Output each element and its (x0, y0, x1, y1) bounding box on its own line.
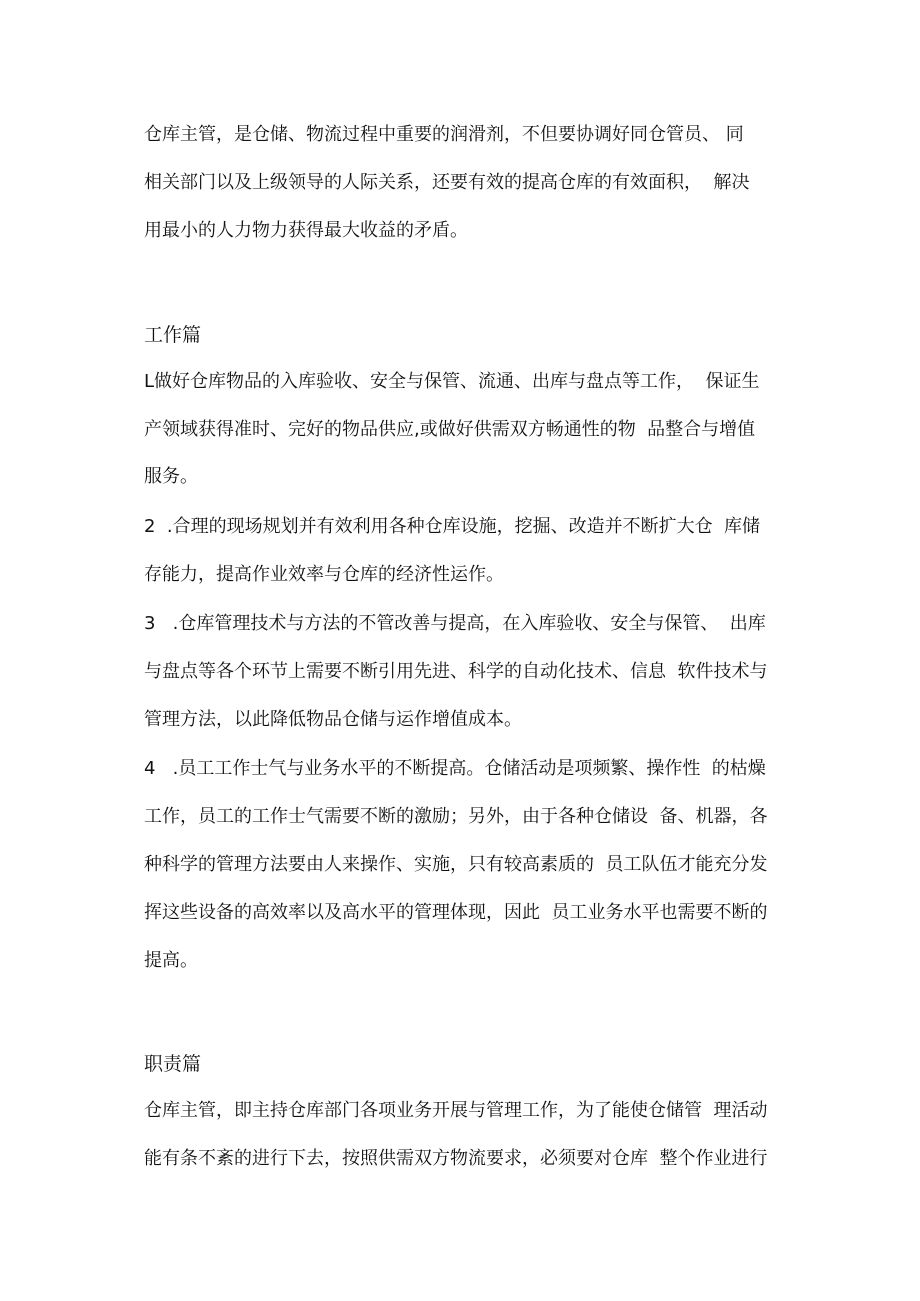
work-line-9: 4 .员工工作士气与业务水平的不断提高。仓储活动是项频繁、操作性 的枯燥 (144, 758, 766, 779)
intro-line-1: 仓库主管，是仓储、物流过程中重要的润滑剂，不但要协调好同仓管员、 同 (144, 124, 744, 145)
section-title-duty: 职责篇 (144, 1053, 202, 1075)
duty-line-2: 能有条不紊的进行下去，按照供需双方物流要求，必须要对仓库 整个作业进行 (144, 1148, 768, 1169)
intro-line-3: 用最小的人力物力获得最大收益的矛盾。 (144, 220, 468, 241)
work-line-7: 与盘点等各个环节上需要不断引用先进、科学的自动化技术、信息 软件技术与 (144, 661, 768, 682)
work-line-2: 产领域获得准时、完好的物品供应,或做好供需双方畅通性的物 品整合与增值 (144, 419, 756, 440)
work-line-12: 挥这些设备的高效率以及高水平的管理体现，因此 员工业务水平也需要不断的 (144, 902, 768, 923)
work-line-1: L做好仓库物品的入库验收、安全与保管、流通、出库与盘点等工作， 保证生 (144, 371, 760, 392)
work-line-10: 工作，员工的工作士气需要不断的激励；另外，由于各种仓储设 备、机器，各 (144, 806, 768, 827)
work-line-4: 2 .合理的现场规划并有效利用各种仓库设施，挖掘、改造并不断扩大仓 库储 (144, 516, 761, 537)
intro-line-2: 相关部门以及上级领导的人际关系，还要有效的提高仓库的有效面积， 解决 (144, 172, 750, 193)
work-line-6: 3 .仓库管理技术与方法的不管改善与提高，在入库验收、安全与保管、 出库 (144, 613, 766, 634)
duty-line-1: 仓库主管，即主持仓库部门各项业务开展与管理工作，为了能使仓储管 理活动 (144, 1100, 768, 1121)
work-line-13: 提高。 (144, 950, 198, 971)
work-line-5: 存能力，提高作业效率与仓库的经济性运作。 (144, 564, 504, 585)
work-line-11: 种科学的管理方法要由人来操作、实施，只有较高素质的 员工队伍才能充分发 (144, 854, 768, 875)
work-line-3: 服务。 (144, 466, 198, 487)
section-title-work: 工作篇 (144, 324, 202, 346)
work-line-8: 管理方法，以此降低物品仓储与运作增值成本。 (144, 709, 522, 730)
